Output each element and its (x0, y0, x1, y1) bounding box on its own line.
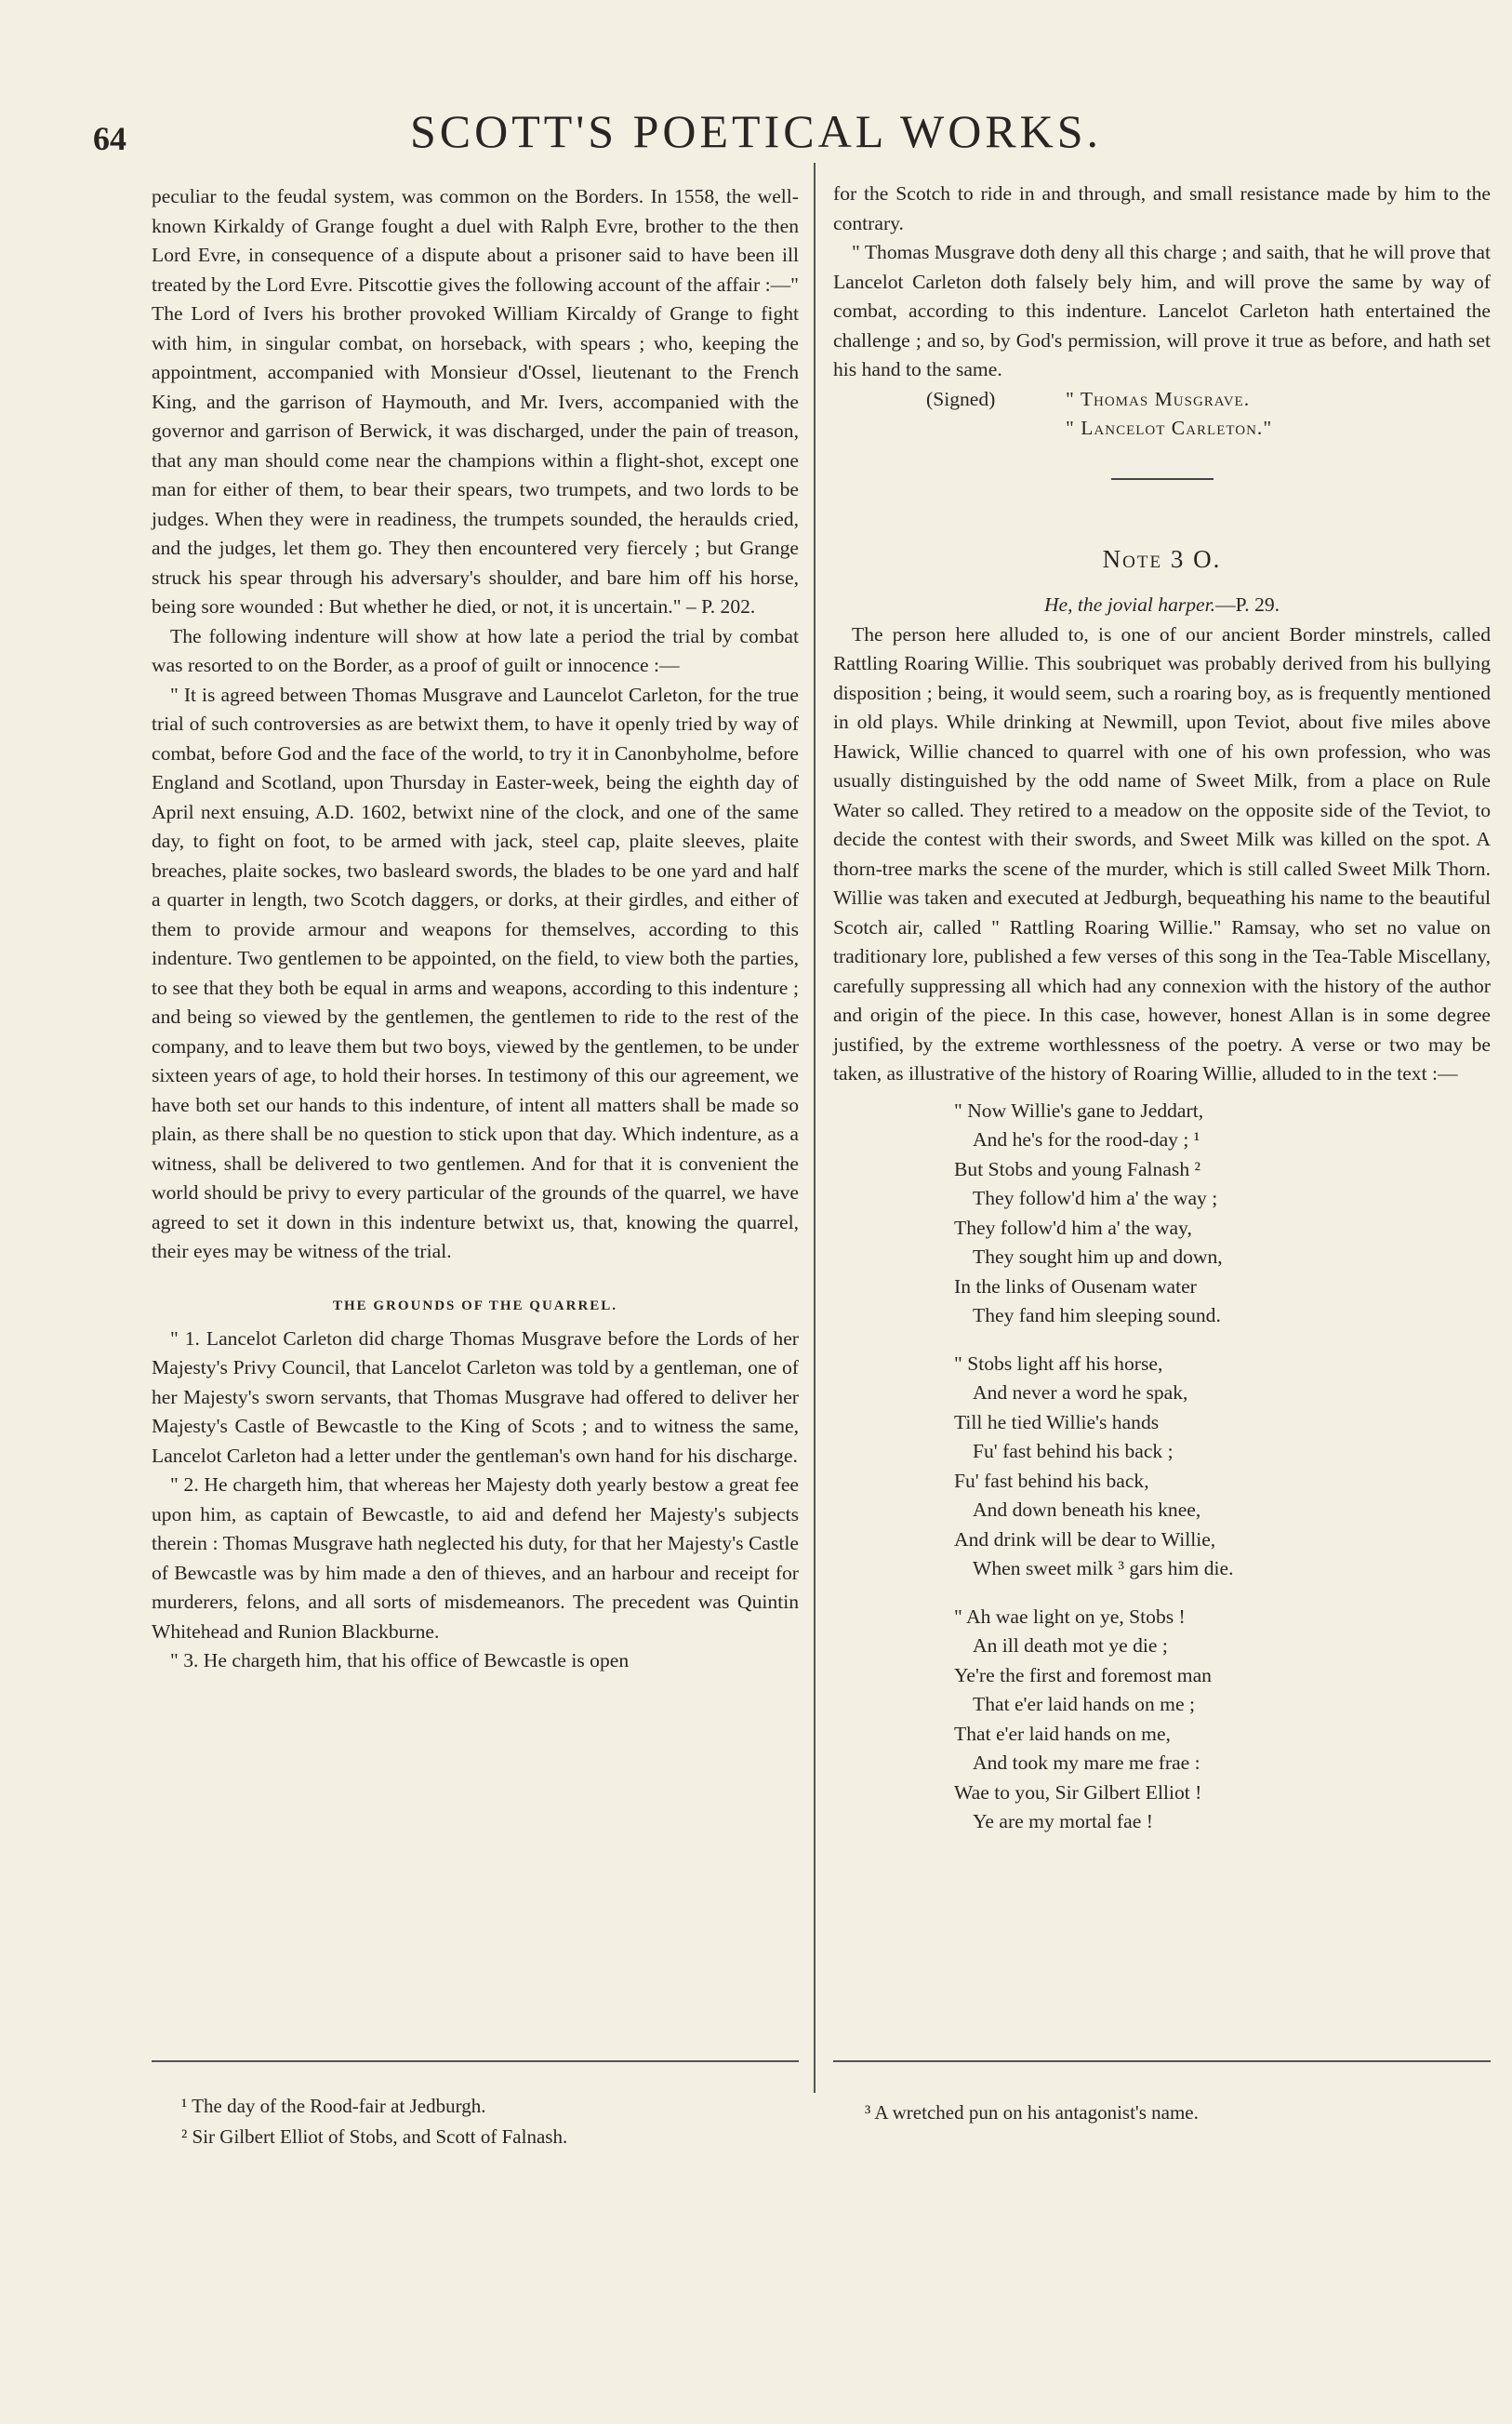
verse-line: But Stobs and young Falnash ² (954, 1157, 1201, 1180)
signer-name: " Thomas Musgrave. (1066, 387, 1251, 410)
right-column (833, 180, 1491, 1837)
verse-line: They follow'd him a' the way, (954, 1216, 1192, 1239)
footnote: ² Sir Gilbert Elliot of Stobs, and Scott of Falnash. (181, 2125, 568, 2148)
verse-line: And he's for the rood-day ; ¹ (973, 1128, 1200, 1151)
paragraph: The person here alluded to, is one of our ancient Border minstrels, called Rattling Roaring Willie. This soubriquet was probably derived from his bullying disposition ; being, it would seem, such a roaring boy, as is frequently mentioned in old plays. While drinking at Newmill, upon Teviot, about five miles above Hawick, Willie chanced to quarrel with one of his own profession, who was usually distinguished by the odd name of Sweet Milk, from a place on Rule Water so called. They retired to a meadow on the opposite side of the Teviot, to decide the contest with their swords, and Sweet Milk was killed on the spot. A thorn-tree marks the scene of the murder, which is still called Sweet Milk Thorn. Willie was taken and executed at Jedburgh, bequeathing his name to the beautiful Scotch air, called " Rattling Roaring Willie." Ramsay, who set no value on traditionary lore, published a few verses of this song in the Tea-Table Miscellany, carefully suppressing all which had any connexion with the history of the author and origin of the piece. In this case, however, honest Allan is in some degree justified, by the extreme worthlessness of the poetry. A verse or two may be taken, as illustrative of the history of Roaring Willie, alluded to in the text :— (833, 622, 1491, 1085)
verse-line: They follow'd him a' the way ; (973, 1187, 1218, 1209)
paragraph: peculiar to the feudal system, was common on the Borders. In 1558, the well-known Kirkaldy of Grange fought a duel with Ralph Evre, brother to the then Lord Evre, in consequence of a dispute about a prisoner said to have been ill treated by the Lord Evre. Pitscottie gives the following account of the affair :—" The Lord of Ivers his brother provoked William Kircaldy of Grange to fight with him, in singular combat, on horseback, with spears ; who, keeping the appointment, accompanied with Monsieur d'Ossel, lieutenant to the French King, and the garrison of Haymouth, and Mr. Ivers, accompanied with the governor and garrison of Berwick, it was discharged, under the pain of treason, that any man should come near the champions within a flight-shot, except one man for either of them, to bear their spears, two trumpets, and two lords to be judges. When they were in readiness, the trumpets sounded, the heraulds cried, and the judges, let them go. They then encountered very fiercely ; but Grange struck his spear through his adversary's shoulder, and bare him off his horse, being sore wounded : But whether he died, or not, it is uncertain." – P. 202. (152, 185, 799, 618)
paragraph: " 2. He chargeth him, that whereas her Majesty doth yearly bestow a great fee upon him, as captain of Bewcastle, to aid and defend her Majesty's subjects therein : Thomas Musgrave hath neglected his duty, for that her Majesty's Castle of Bewcastle was by him made a den of thieves, and an harbour and receipt for murderers, felons, and all sorts of misdemeanors. The precedent was Quintin Whitehead and Runion Blackburne. (152, 1473, 799, 1643)
paragraph: for the Scotch to ride in and through, and small resistance made by him to the contrary. (833, 182, 1491, 234)
footnote-rule (833, 2060, 1491, 2062)
verse-line: That e'er laid hands on me ; (973, 1693, 1195, 1715)
signature-block (833, 385, 1491, 444)
short-rule (1111, 478, 1214, 480)
note-reference-page: —P. 29. (1215, 593, 1280, 616)
note-heading: Note 3 O. (1102, 544, 1222, 573)
verse-stanza (833, 1603, 1491, 1837)
verse-line: Fu' fast behind his back ; (973, 1440, 1174, 1462)
verse-line: " Stobs light aff his horse, (954, 1352, 1163, 1375)
verse-line: Till he tied Willie's hands (954, 1410, 1160, 1433)
verse-stanza (833, 1350, 1491, 1584)
verse-line: Ye're the first and foremost man (954, 1663, 1212, 1686)
verse-line: In the links of Ousenam water (954, 1274, 1197, 1298)
paragraph: " It is agreed between Thomas Musgrave and Launcelot Carleton, for the true trial of such controversies as are betwixt them, to have it openly tried by way of combat, before God and the face of the world, to try it in Canonbyholme, before England and Scotland, upon Thursday in Easter-week, being the eighth day of April next ensuing, A.D. 1602, betwixt nine of the clock, and one of the same day, to fight on foot, to be armed with jack, steel cap, plaite sleeves, plaite breaches, plaite sockes, two basleard swords, the blades to be one yard and half a quarter in length, two Scotch daggers, or dorks, at their girdles, and either of them to provide armour and weapons for themselves, according to this indenture. Two gentlemen to be appointed, on the field, to view both the parties, to see that they both be equal in arms and weapons, according to this indenture ; and being so viewed by the gentlemen, the gentlemen to ride to the rest of the company, and to leave them but two boys, viewed by the gentlemen, to be under sixteen years of age, to hold their horses. In testimony of this our agreement, we have both set our hands to this indenture, of intent all matters shall be made so plain, as there shall be no question to stick upon that day. Which indenture, as a witness, shall be delivered to two gentlemen. And for that it is convenient the world should be privy to every particular of the grounds of the quarrel, we have agreed to set it down in this indenture betwixt us, that, knowing the quarrel, their eyes may be witness of the trial. (152, 683, 799, 1262)
verse-line: And took my mare me frae : (973, 1751, 1200, 1774)
verse-line: " Ah wae light on ye, Stobs ! (954, 1605, 1186, 1628)
verse-line: Wae to you, Sir Gilbert Elliot ! (954, 1780, 1202, 1804)
verse-line: An ill death mot ye die ; (973, 1634, 1168, 1657)
verse-line: They sought him up and down, (973, 1245, 1223, 1268)
section-heading: THE GROUNDS OF THE QUARREL. (332, 1298, 618, 1313)
running-title: SCOTT'S POETICAL WORKS. (409, 105, 1103, 157)
signer-name: " Lancelot Carleton." (1066, 417, 1273, 439)
column-divider (814, 163, 816, 2093)
footnotes-left (181, 2091, 567, 2152)
page-number: 64 (93, 120, 126, 157)
verse-line: Ye are my mortal fae ! (973, 1810, 1153, 1832)
verse-line: And never a word he spak, (973, 1381, 1188, 1404)
signed-label: (Signed) (926, 387, 996, 410)
footnote: ¹ The day of the Rood-fair at Jedburgh. (181, 2095, 486, 2117)
footnote-rule (152, 2060, 799, 2062)
footnotes-right (865, 2098, 1199, 2128)
paragraph: " 3. He chargeth him, that his office of Bewcastle is open (170, 1649, 630, 1671)
verse-line: Fu' fast behind his back, (954, 1469, 1149, 1492)
paragraph: The following indenture will show at how late a period the trial by combat was resorted to on the Border, as a proof of guilt or innocence :— (152, 624, 799, 676)
note-reference-quote: He, the jovial harper. (1043, 593, 1216, 616)
verse-stanza (833, 1097, 1491, 1331)
verse-line: When sweet milk ³ gars him die. (973, 1557, 1234, 1579)
note-reference (833, 591, 1491, 620)
verse-line: They fand him sleeping sound. (973, 1304, 1221, 1326)
verse-line: And drink will be dear to Willie, (954, 1527, 1216, 1551)
verse-line: And down beneath his knee, (973, 1498, 1201, 1521)
paragraph: " Thomas Musgrave doth deny all this charge ; and saith, that he will prove that Lancelot Carleton doth falsely bely him, and will prove the same by way of combat, according to this indenture. Lancelot Carleton hath entertained the challenge ; and so, by God's permission, will prove it true as before, and hath set his hand to the same. (833, 241, 1491, 380)
paragraph: " 1. Lancelot Carleton did charge Thomas Musgrave before the Lords of her Majesty's Privy Council, that Lancelot Carleton was told by a gentleman, one of her Majesty's sworn servants, that Thomas Musgrave had offered to deliver her Majesty's Castle of Bewcastle to the King of Scots ; and to witness the same, Lancelot Carleton had a letter under the gentleman's own hand for his discharge. (152, 1326, 799, 1467)
footnote: ³ A wretched pun on his antagonist's name. (865, 2101, 1199, 2124)
verse-line: " Now Willie's gane to Jeddart, (954, 1099, 1204, 1122)
verse-line: That e'er laid hands on me, (954, 1722, 1171, 1745)
left-column (152, 182, 799, 1676)
